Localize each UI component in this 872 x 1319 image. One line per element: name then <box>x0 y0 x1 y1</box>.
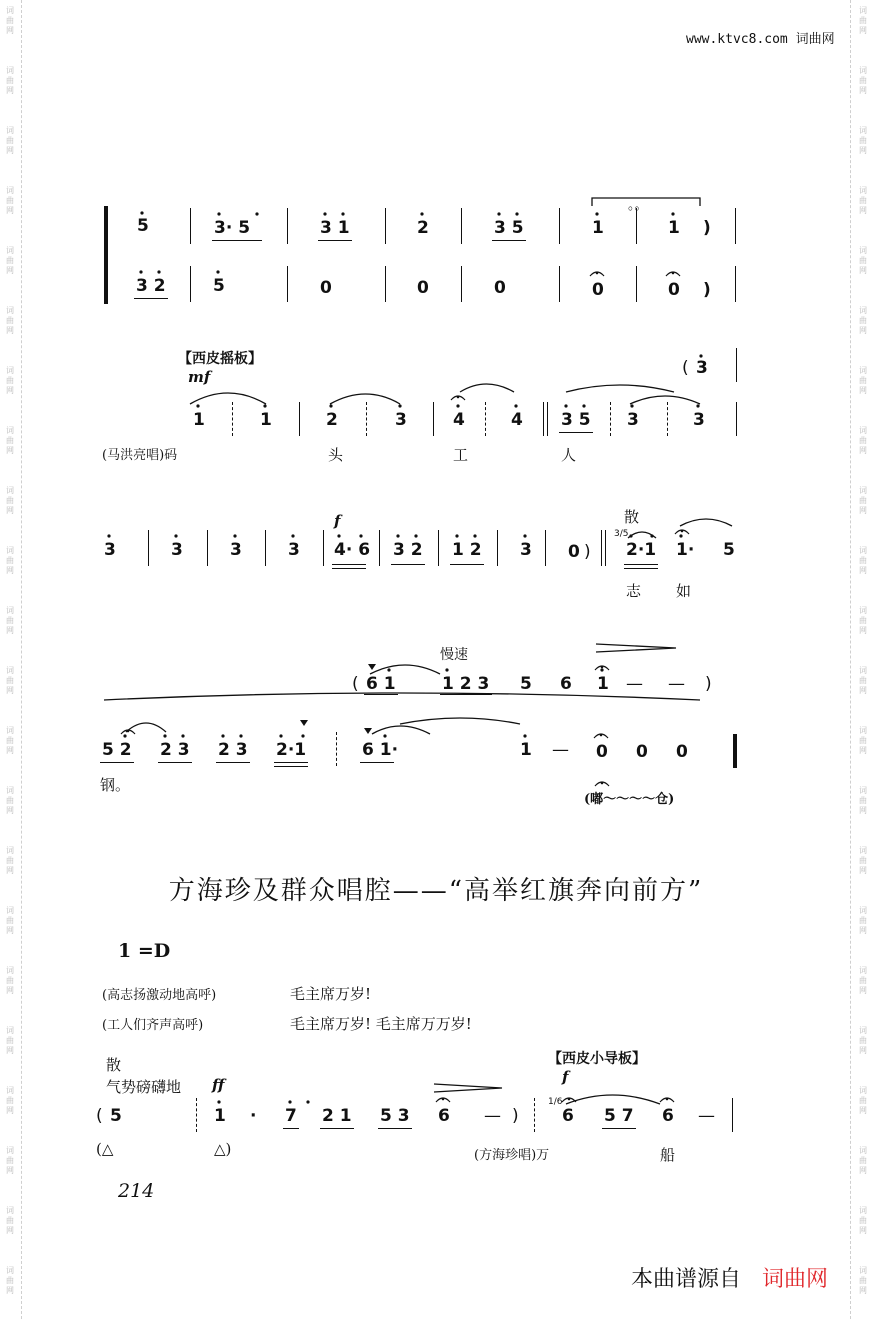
watermark-mark: 词 曲 网 <box>859 1206 867 1235</box>
note: 0 <box>417 278 429 298</box>
slur <box>372 726 430 734</box>
dash: — <box>698 1106 715 1126</box>
open-paren: ( <box>96 1106 103 1126</box>
watermark-mark: 词 曲 网 <box>6 306 14 335</box>
watermark-mark: 词 曲 网 <box>859 366 867 395</box>
watermark-mark: 词 曲 网 <box>859 906 867 935</box>
close-paren: ) <box>512 1106 519 1126</box>
volta-bracket <box>592 198 700 206</box>
lyric: 船 <box>660 1146 676 1164</box>
watermark-mark: 词 曲 网 <box>6 1206 14 1235</box>
watermark-mark: 词 曲 网 <box>859 546 867 575</box>
note: 4 <box>453 410 465 430</box>
note: 5 3 <box>380 1106 410 1126</box>
note: 3 <box>171 540 183 560</box>
note: 2 1 <box>322 1106 352 1126</box>
spoken-line: 毛主席万岁! 毛主席万万岁! <box>290 1015 472 1033</box>
dynamic-mark: ff <box>212 1076 225 1094</box>
dynamic-mark: f <box>334 512 341 530</box>
watermark-mark: 词 曲 网 <box>859 666 867 695</box>
note: 0 <box>668 280 680 300</box>
note: 3 <box>696 358 708 378</box>
grace-notes: 3/5 <box>614 529 629 539</box>
diminuendo-hairpin <box>596 644 676 652</box>
lyric: 人 <box>561 446 577 464</box>
spoken-line: 毛主席万岁! <box>290 985 372 1003</box>
note: 4 <box>511 410 523 430</box>
watermark-mark: 词 曲 网 <box>6 66 14 95</box>
slur <box>190 393 266 404</box>
note: 1 <box>668 218 680 238</box>
note: 5 <box>723 540 735 560</box>
lyric: 志 <box>626 582 642 600</box>
note: 2 3 <box>160 740 190 760</box>
note: 1 <box>597 674 609 694</box>
note: ) <box>703 280 711 300</box>
note: 0 <box>676 742 688 762</box>
percussion-cue: △) <box>214 1140 232 1158</box>
slur <box>630 396 700 404</box>
dynamic-mark: mf <box>188 368 211 386</box>
watermark-mark: 词 曲 网 <box>859 6 867 35</box>
dash: — <box>626 674 643 694</box>
watermark-mark: 词 曲 网 <box>859 1266 867 1295</box>
watermark-mark: 词 曲 网 <box>859 726 867 755</box>
slur <box>680 519 732 526</box>
lyric: 钢。 <box>100 776 131 794</box>
watermark-mark: 词 曲 网 <box>859 306 867 335</box>
open-paren: ( <box>352 674 359 694</box>
pickup-paren: ( <box>682 358 689 378</box>
watermark-mark: 词 曲 网 <box>6 726 14 755</box>
close-paren: ) <box>705 674 712 694</box>
note: 3· 5 <box>214 218 251 238</box>
section-mark: 【西皮摇板】 <box>178 351 262 367</box>
watermark-mark: 词 曲 网 <box>6 846 14 875</box>
singer-label: (方海珍唱)万 <box>474 1148 550 1163</box>
note: 6 <box>560 674 572 694</box>
tempo-mark: 慢速 <box>440 647 468 663</box>
slur <box>566 385 674 392</box>
dash: — <box>552 740 569 760</box>
percussion-cue: (△ <box>96 1140 114 1158</box>
note: 3 2 <box>136 276 166 296</box>
note: 2 <box>326 410 338 430</box>
source-prefix: 本曲谱源自 <box>630 1267 741 1292</box>
watermark-mark: 词 曲 网 <box>6 426 14 455</box>
lyric: 头 <box>328 446 344 464</box>
watermark-mark: 词 曲 网 <box>6 786 14 815</box>
note: 1 <box>260 410 272 430</box>
watermark-mark: 词 曲 网 <box>6 906 14 935</box>
close-paren: ) <box>584 542 591 562</box>
watermark-mark: 词 曲 网 <box>859 966 867 995</box>
watermark-mark: 词 曲 网 <box>6 186 14 215</box>
watermark-mark: 词 曲 网 <box>6 126 14 155</box>
note: 2 3 <box>218 740 248 760</box>
watermark-mark: 词 曲 网 <box>6 1086 14 1115</box>
lyric: 工 <box>453 446 469 464</box>
slur <box>400 718 520 724</box>
watermark-mark: 词 曲 网 <box>859 186 867 215</box>
note: 3 <box>520 540 532 560</box>
slur <box>330 394 400 404</box>
spoken-cue: (工人们齐声高呼) <box>102 1018 204 1033</box>
watermark-mark: 词 曲 网 <box>6 546 14 575</box>
note: 1 <box>592 218 604 238</box>
watermark-mark: 词 曲 网 <box>6 486 14 515</box>
note: 7 <box>285 1106 297 1126</box>
watermark-mark: 词 曲 网 <box>859 1086 867 1115</box>
note: 3 5 <box>494 218 524 238</box>
site-url[interactable]: www.ktvc8.com <box>686 32 788 47</box>
singer-label: (马洪亮唱)码 <box>102 448 178 463</box>
note: 3 <box>288 540 300 560</box>
note: 5 <box>110 1106 122 1126</box>
note: 3 <box>627 410 639 430</box>
note: 0 <box>636 742 648 762</box>
watermark-mark: 词 曲 网 <box>859 846 867 875</box>
note: 4· 6 <box>334 540 371 560</box>
dash: — <box>484 1106 501 1126</box>
note: 2·1 <box>626 540 657 560</box>
note: 0 <box>494 278 506 298</box>
watermark-mark: 词 曲 网 <box>859 66 867 95</box>
watermark-mark: 词 曲 网 <box>6 966 14 995</box>
watermark-mark: 词 曲 网 <box>859 1026 867 1055</box>
section-mark: 【西皮小导板】 <box>548 1051 646 1067</box>
song-section-title: 方海珍及群众唱腔——“高举红旗奔向前方” <box>168 876 704 906</box>
note: 2 <box>417 218 429 238</box>
volta-mark: 。。 <box>628 198 648 213</box>
watermark-mark: 词 曲 网 <box>859 786 867 815</box>
note: 1· <box>676 540 695 560</box>
watermark-mark: 词 曲 网 <box>6 1266 14 1295</box>
note: 1 2 3 <box>442 674 490 694</box>
note: 3 <box>395 410 407 430</box>
note: 2·1 <box>276 740 307 760</box>
diminuendo-hairpin <box>434 1084 502 1092</box>
note: 3 1 <box>320 218 350 238</box>
watermark-mark: 词 曲 网 <box>859 126 867 155</box>
slur <box>370 665 440 674</box>
watermark-mark: 词 曲 网 <box>859 246 867 275</box>
tempo-mark: 散 <box>106 1056 122 1074</box>
slur <box>104 693 700 700</box>
watermark-mark: 词 曲 网 <box>6 1146 14 1175</box>
note: 3 <box>693 410 705 430</box>
note: 6 1· <box>362 740 399 760</box>
note: 3 5 <box>561 410 591 430</box>
source-site-link[interactable]: 词曲网 <box>761 1267 828 1292</box>
note: 6 <box>662 1106 674 1126</box>
note: 5 2 <box>102 740 132 760</box>
note: 1 2 <box>452 540 482 560</box>
note: 5 <box>520 674 532 694</box>
note: · <box>250 1106 257 1126</box>
note: 1 <box>214 1106 226 1126</box>
note: 0 <box>320 278 332 298</box>
slur <box>460 384 514 392</box>
site-name[interactable]: 词曲网 <box>795 32 835 47</box>
note: 5 <box>213 276 225 296</box>
note: 6 <box>438 1106 450 1126</box>
slur <box>566 1095 660 1104</box>
watermark-mark: 词 曲 网 <box>6 6 14 35</box>
expression-mark: 气势磅礴地 <box>106 1078 182 1096</box>
lyric: 如 <box>676 582 692 600</box>
watermark-mark: 词 曲 网 <box>859 606 867 635</box>
grace-notes: 1/6 <box>548 1097 563 1107</box>
dynamic-mark: f <box>562 1068 569 1086</box>
page-number: 214 <box>118 1180 155 1202</box>
percussion-mark: (嘟～～～～仓) <box>584 792 675 807</box>
note: 0 <box>568 542 580 562</box>
watermark-mark: 词 曲 网 <box>6 246 14 275</box>
note: 0 <box>596 742 608 762</box>
note: 1 <box>193 410 205 430</box>
watermark-mark: 词 曲 网 <box>6 366 14 395</box>
spoken-cue: (高志扬激动地高呼) <box>102 988 217 1003</box>
watermark-mark: 词 曲 网 <box>6 606 14 635</box>
note: 6 1 <box>366 674 396 694</box>
note: 0 <box>592 280 604 300</box>
watermark-mark: 词 曲 网 <box>859 486 867 515</box>
note: 1 <box>520 740 532 760</box>
note: 3 <box>230 540 242 560</box>
tempo-mark: 散 <box>624 508 640 526</box>
note: 3 2 <box>393 540 423 560</box>
note: 3 <box>104 540 116 560</box>
note: 6 <box>562 1106 574 1126</box>
key-signature: 1 =D <box>118 940 171 962</box>
note: 5 <box>137 216 149 236</box>
watermark-mark: 词 曲 网 <box>6 666 14 695</box>
watermark-mark: 词 曲 网 <box>859 1146 867 1175</box>
dash: — <box>668 674 685 694</box>
note: 5 7 <box>604 1106 634 1126</box>
watermark-mark: 词 曲 网 <box>6 1026 14 1055</box>
watermark-mark: 词 曲 网 <box>859 426 867 455</box>
note: ) <box>703 218 711 238</box>
